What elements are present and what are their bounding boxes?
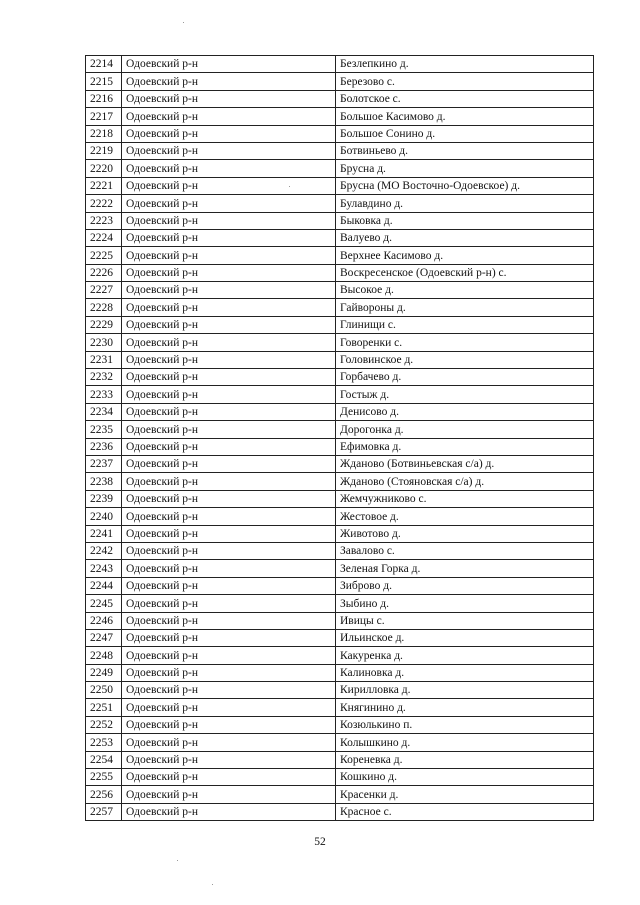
table-row (86, 421, 594, 438)
table-row (86, 769, 594, 786)
district-cell: Одоевский р-н (122, 664, 336, 681)
settlement-cell: Ивицы с. (336, 612, 594, 629)
table-row (86, 438, 594, 455)
row-number-cell: 2251 (86, 699, 122, 716)
row-number-cell: 2255 (86, 769, 122, 786)
table-row (86, 369, 594, 386)
table-row (86, 699, 594, 716)
settlement-cell: Высокое д. (336, 282, 594, 299)
district-cell: Одоевский р-н (122, 369, 336, 386)
table-row (86, 334, 594, 351)
row-number-cell: 2220 (86, 160, 122, 177)
row-number-cell: 2244 (86, 577, 122, 594)
district-cell: Одоевский р-н (122, 229, 336, 246)
settlement-cell: Ильинское д. (336, 629, 594, 646)
settlement-cell: Красенки д. (336, 786, 594, 803)
row-number-cell: 2224 (86, 229, 122, 246)
table-row (86, 542, 594, 559)
table-row (86, 508, 594, 525)
scan-speck (289, 186, 290, 187)
district-cell: Одоевский р-н (122, 56, 336, 73)
row-number-cell: 2214 (86, 56, 122, 73)
table-row (86, 299, 594, 316)
table-row (86, 682, 594, 699)
row-number-cell: 2231 (86, 351, 122, 368)
row-number-cell: 2243 (86, 560, 122, 577)
row-number-cell: 2245 (86, 595, 122, 612)
table-row (86, 282, 594, 299)
district-cell: Одоевский р-н (122, 455, 336, 472)
settlement-cell: Какуренка д. (336, 647, 594, 664)
table-row (86, 595, 594, 612)
row-number-cell: 2221 (86, 177, 122, 194)
table-row (86, 386, 594, 403)
settlement-cell: Горбачево д. (336, 369, 594, 386)
settlement-cell: Гайвороны д. (336, 299, 594, 316)
table-row (86, 734, 594, 751)
table-row (86, 560, 594, 577)
settlement-cell: Ботвиньево д. (336, 142, 594, 159)
district-cell: Одоевский р-н (122, 699, 336, 716)
row-number-cell: 2254 (86, 751, 122, 768)
row-number-cell: 2217 (86, 108, 122, 125)
row-number-cell: 2240 (86, 508, 122, 525)
row-number-cell: 2257 (86, 803, 122, 820)
table-row (86, 108, 594, 125)
table-row (86, 229, 594, 246)
table-row (86, 786, 594, 803)
settlement-cell: Зеленая Горка д. (336, 560, 594, 577)
row-number-cell: 2239 (86, 490, 122, 507)
settlement-cell: Колышкино д. (336, 734, 594, 751)
row-number-cell: 2216 (86, 90, 122, 107)
settlement-cell: Княгинино д. (336, 699, 594, 716)
row-number-cell: 2225 (86, 247, 122, 264)
row-number-cell: 2241 (86, 525, 122, 542)
settlement-cell: Глинищи с. (336, 316, 594, 333)
table-row (86, 629, 594, 646)
district-cell: Одоевский р-н (122, 734, 336, 751)
scan-speck (177, 860, 178, 861)
row-number-cell: 2253 (86, 734, 122, 751)
settlement-cell: Головинское д. (336, 351, 594, 368)
settlement-cell: Брусна д. (336, 160, 594, 177)
table-row (86, 803, 594, 820)
table-row (86, 247, 594, 264)
district-cell: Одоевский р-н (122, 629, 336, 646)
settlement-cell: Зиброво д. (336, 577, 594, 594)
district-cell: Одоевский р-н (122, 142, 336, 159)
page-number: 52 (314, 836, 326, 848)
district-cell: Одоевский р-н (122, 125, 336, 142)
row-number-cell: 2235 (86, 421, 122, 438)
table-row (86, 490, 594, 507)
table-row (86, 647, 594, 664)
row-number-cell: 2249 (86, 664, 122, 681)
row-number-cell: 2236 (86, 438, 122, 455)
district-cell: Одоевский р-н (122, 195, 336, 212)
table-row (86, 403, 594, 420)
district-cell: Одоевский р-н (122, 247, 336, 264)
settlement-cell: Зыбино д. (336, 595, 594, 612)
district-cell: Одоевский р-н (122, 73, 336, 90)
settlement-cell: Большое Касимово д. (336, 108, 594, 125)
table-row (86, 751, 594, 768)
table-row (86, 73, 594, 90)
row-number-cell: 2226 (86, 264, 122, 281)
district-cell: Одоевский р-н (122, 438, 336, 455)
row-number-cell: 2227 (86, 282, 122, 299)
district-cell: Одоевский р-н (122, 508, 336, 525)
district-cell: Одоевский р-н (122, 490, 336, 507)
row-number-cell: 2232 (86, 369, 122, 386)
row-number-cell: 2246 (86, 612, 122, 629)
settlement-cell: Кирилловка д. (336, 682, 594, 699)
settlement-cell: Завалово с. (336, 542, 594, 559)
district-cell: Одоевский р-н (122, 264, 336, 281)
settlement-cell: Быковка д. (336, 212, 594, 229)
table-row (86, 160, 594, 177)
settlement-cell: Булавдино д. (336, 195, 594, 212)
district-cell: Одоевский р-н (122, 299, 336, 316)
row-number-cell: 2228 (86, 299, 122, 316)
table-row (86, 473, 594, 490)
settlement-cell: Безлепкино д. (336, 56, 594, 73)
table-body (86, 56, 594, 821)
district-cell: Одоевский р-н (122, 786, 336, 803)
row-number-cell: 2237 (86, 455, 122, 472)
district-cell: Одоевский р-н (122, 647, 336, 664)
district-cell: Одоевский р-н (122, 90, 336, 107)
table-row (86, 577, 594, 594)
row-number-cell: 2218 (86, 125, 122, 142)
table-row (86, 195, 594, 212)
table-row (86, 612, 594, 629)
settlement-cell: Кореневка д. (336, 751, 594, 768)
district-cell: Одоевский р-н (122, 595, 336, 612)
row-number-cell: 2256 (86, 786, 122, 803)
scan-speck (212, 884, 213, 885)
row-number-cell: 2252 (86, 716, 122, 733)
settlement-cell: Березово с. (336, 73, 594, 90)
district-cell: Одоевский р-н (122, 769, 336, 786)
settlement-cell: Животово д. (336, 525, 594, 542)
table-row (86, 264, 594, 281)
settlement-cell: Верхнее Касимово д. (336, 247, 594, 264)
district-cell: Одоевский р-н (122, 316, 336, 333)
district-cell: Одоевский р-н (122, 177, 336, 194)
settlement-cell: Калиновка д. (336, 664, 594, 681)
row-number-cell: 2234 (86, 403, 122, 420)
settlement-cell: Большое Сонино д. (336, 125, 594, 142)
district-cell: Одоевский р-н (122, 751, 336, 768)
district-cell: Одоевский р-н (122, 525, 336, 542)
row-number-cell: 2219 (86, 142, 122, 159)
scan-speck (183, 22, 184, 23)
district-cell: Одоевский р-н (122, 421, 336, 438)
table-row (86, 142, 594, 159)
settlement-cell: Болотское с. (336, 90, 594, 107)
table-row (86, 212, 594, 229)
settlement-cell: Красное с. (336, 803, 594, 820)
district-cell: Одоевский р-н (122, 403, 336, 420)
settlement-cell: Брусна (МО Восточно-Одоевское) д. (336, 177, 594, 194)
settlement-cell: Говоренки с. (336, 334, 594, 351)
district-cell: Одоевский р-н (122, 212, 336, 229)
row-number-cell: 2242 (86, 542, 122, 559)
table-row (86, 351, 594, 368)
row-number-cell: 2238 (86, 473, 122, 490)
settlement-cell: Воскресенское (Одоевский р-н) с. (336, 264, 594, 281)
table-row (86, 125, 594, 142)
row-number-cell: 2230 (86, 334, 122, 351)
row-number-cell: 2223 (86, 212, 122, 229)
settlement-cell: Валуево д. (336, 229, 594, 246)
district-cell: Одоевский р-н (122, 682, 336, 699)
district-cell: Одоевский р-н (122, 542, 336, 559)
district-cell: Одоевский р-н (122, 351, 336, 368)
row-number-cell: 2222 (86, 195, 122, 212)
row-number-cell: 2215 (86, 73, 122, 90)
settlement-cell: Гостыж д. (336, 386, 594, 403)
settlement-cell: Денисово д. (336, 403, 594, 420)
table-row (86, 455, 594, 472)
row-number-cell: 2248 (86, 647, 122, 664)
settlement-cell: Жемчужниково с. (336, 490, 594, 507)
row-number-cell: 2250 (86, 682, 122, 699)
row-number-cell: 2233 (86, 386, 122, 403)
settlement-cell: Жданово (Ботвиньевская с/а) д. (336, 455, 594, 472)
district-cell: Одоевский р-н (122, 577, 336, 594)
district-cell: Одоевский р-н (122, 160, 336, 177)
district-cell: Одоевский р-н (122, 716, 336, 733)
district-cell: Одоевский р-н (122, 282, 336, 299)
district-cell: Одоевский р-н (122, 612, 336, 629)
district-cell: Одоевский р-н (122, 803, 336, 820)
table-row (86, 716, 594, 733)
district-cell: Одоевский р-н (122, 473, 336, 490)
district-cell: Одоевский р-н (122, 108, 336, 125)
table-row (86, 56, 594, 73)
table-row (86, 90, 594, 107)
row-number-cell: 2229 (86, 316, 122, 333)
table-row (86, 316, 594, 333)
settlement-cell: Дорогонка д. (336, 421, 594, 438)
settlement-cell: Жданово (Стояновская с/а) д. (336, 473, 594, 490)
district-cell: Одоевский р-н (122, 560, 336, 577)
settlement-cell: Кошкино д. (336, 769, 594, 786)
settlement-cell: Жестовое д. (336, 508, 594, 525)
row-number-cell: 2247 (86, 629, 122, 646)
table-row (86, 177, 594, 194)
table-row (86, 525, 594, 542)
table-row (86, 664, 594, 681)
district-cell: Одоевский р-н (122, 386, 336, 403)
settlement-cell: Ефимовка д. (336, 438, 594, 455)
settlements-table (85, 55, 594, 821)
settlement-cell: Козюлькино п. (336, 716, 594, 733)
district-cell: Одоевский р-н (122, 334, 336, 351)
